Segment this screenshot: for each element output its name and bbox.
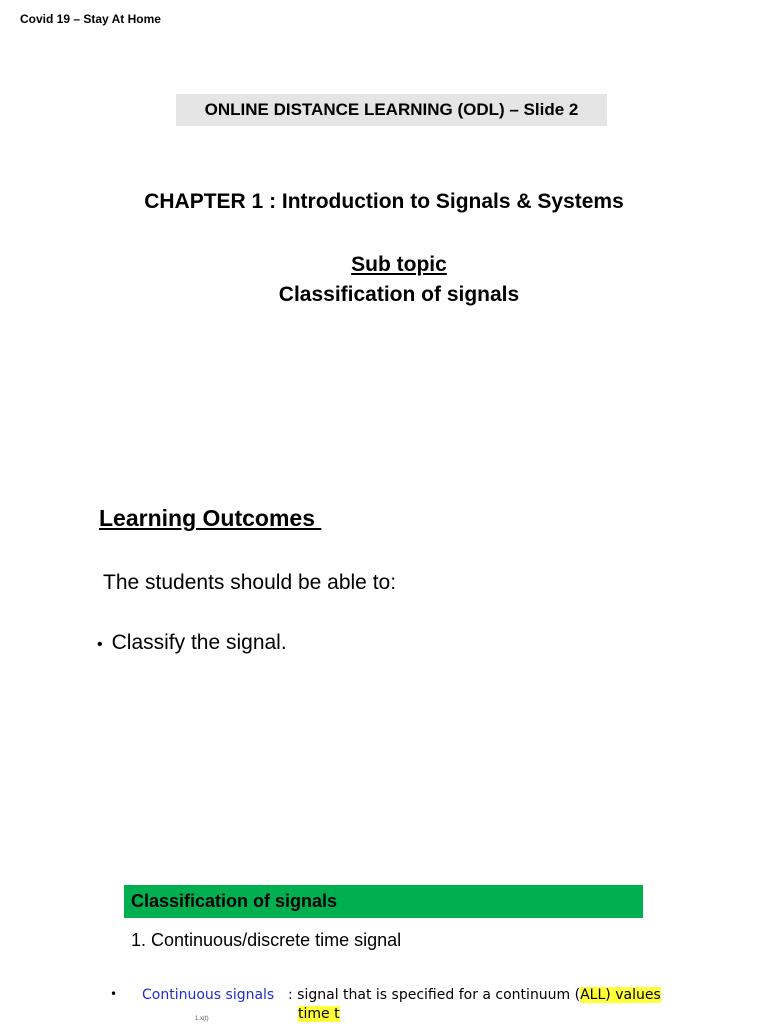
section-header-text: Classification of signals	[131, 891, 338, 911]
odl-title-box	[176, 94, 607, 126]
learning-outcomes-title: Learning Outcomes	[99, 505, 322, 531]
chapter-title: CHAPTER 1 : Introduction to Signals & Systems	[144, 190, 624, 213]
definition-term: Continuous signals	[142, 987, 275, 1003]
bullet-icon: •	[110, 987, 118, 1001]
classification-item: 1. Continuous/discrete time signal	[131, 930, 402, 950]
subtopic-title: Classification of signals	[278, 283, 520, 306]
odl-title: ONLINE DISTANCE LEARNING (ODL) – Slide 2	[204, 100, 579, 119]
definition-text-start: : signal that is specified for a continuum (	[288, 987, 581, 1003]
definition-text-cont	[298, 1006, 340, 1022]
tiny-label: 1.x(t)	[195, 1016, 209, 1022]
highlight-time: time t	[298, 1006, 340, 1022]
definition-text	[288, 987, 661, 1003]
learning-outcome-item	[97, 631, 287, 655]
learning-outcomes-intro: The students should be able to:	[103, 571, 397, 594]
section-header	[124, 885, 643, 918]
bullet-icon: •	[97, 636, 103, 653]
highlight-values: ALL) values	[580, 987, 661, 1003]
header-note: Covid 19 – Stay At Home	[20, 12, 161, 26]
learning-outcome-text: Classify the signal.	[111, 631, 287, 654]
subtopic-label: Sub topic	[351, 253, 447, 276]
